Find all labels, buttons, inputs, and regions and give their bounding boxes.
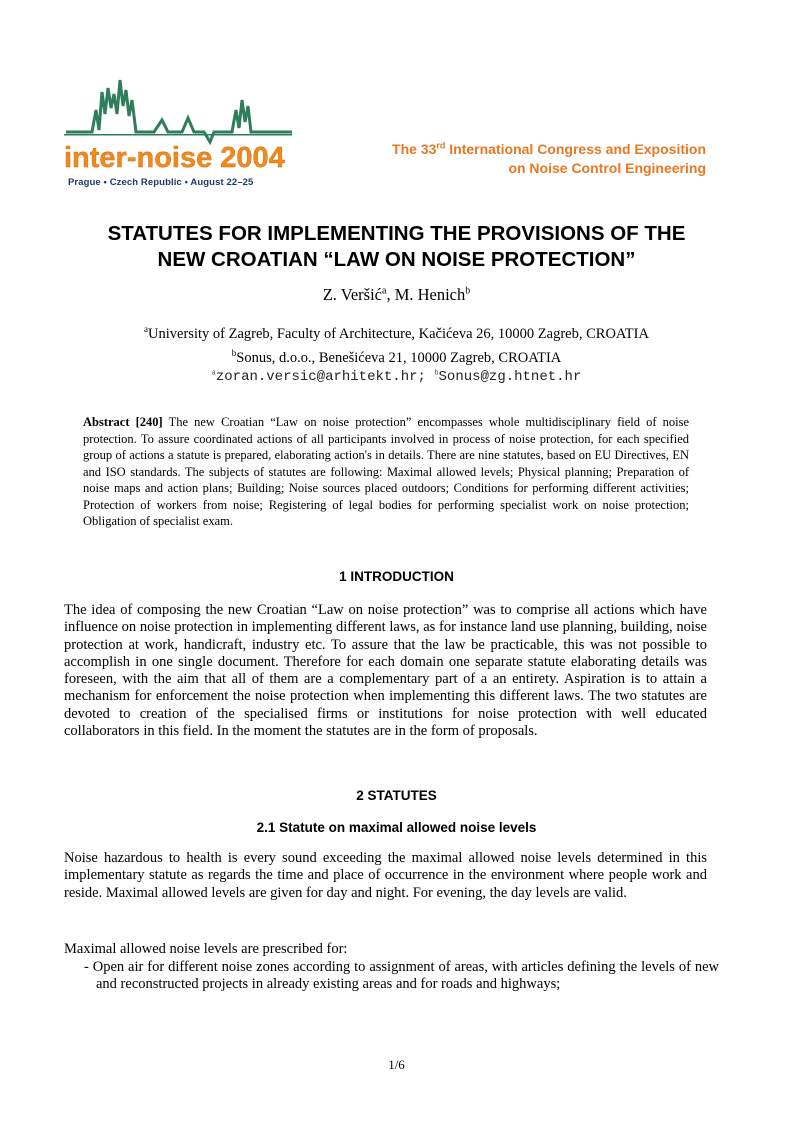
- logo-baseline: [64, 134, 292, 136]
- abstract-label: Abstract [240]: [83, 415, 163, 429]
- abstract-text: The new Croatian “Law on noise protection” encompasses whole multidisciplinary field of noise protection. To assure coordinated actions of all participants involved in process of noise protection, for each specified group of actions a statute is prepared, elaborating action's in details. There are nine statutes, based on EU Directives, EN and ISO standards. The subjects of statutes are following: Maximal allowed levels; Physical planning; Preparation of noise maps and action plans; Building; Noise sources placed outdoors; Conditions for performing different activities; Protection of workers from noise; Registering of legal bodies for performing specialist work on noise protection; Obligation of specialist exam.: [83, 415, 689, 528]
- congress-ordinal: rd: [436, 140, 446, 151]
- paper-title: [40, 221, 753, 273]
- emails: [0, 369, 793, 385]
- section-2-1-list-intro: Maximal allowed noise levels are prescribed for:: [64, 941, 348, 957]
- affiliation-a-text: University of Zagreb, Faculty of Architecture, Kačićeva 26, 10000 Zagreb, CROATIA: [148, 325, 649, 342]
- email-b-mark: b: [434, 369, 439, 378]
- section-1-heading: 1 INTRODUCTION: [339, 569, 454, 584]
- affiliation-a: [0, 320, 793, 344]
- logo-wordmark: inter-noise 2004: [64, 142, 285, 174]
- author-separator: ,: [386, 285, 395, 304]
- title-line-2: NEW CROATIAN “LAW ON NOISE PROTECTION”: [157, 248, 636, 271]
- logo-graphic: [64, 70, 294, 180]
- author-1-affil-mark: a: [381, 285, 387, 297]
- abstract: [83, 414, 689, 530]
- authors: [0, 285, 793, 305]
- congress-header: [392, 140, 706, 178]
- section-2-1-text: Noise hazardous to health is every sound exceeding the maximal allowed noise levels determined in this implementary statute as regards the time and place of occurrence in the environment where people work and reside. Maximal allowed levels are given for day and night. For evening, the day levels are valid.: [64, 850, 707, 901]
- author-1: Z. Veršić: [322, 285, 382, 304]
- affiliation-a-mark: a: [144, 324, 149, 334]
- email-a-mark: a: [211, 369, 216, 378]
- logo-subtitle: Prague • Czech Republic • August 22–25: [68, 177, 254, 188]
- author-2: M. Henich: [394, 285, 466, 304]
- email-b[interactable]: Sonus@zg.htnet.hr: [438, 369, 582, 385]
- section-2-1-heading: 2.1 Statute on maximal allowed noise levels: [256, 820, 537, 835]
- section-1-text: The idea of composing the new Croatian “Law on noise protection” was to comprise all actions which have influence on noise protection in implementing different laws, as for instance land use planning, building, noise protection at work, handicraft, industry etc. To assure that the law be practicable, this was not possible to accomplish in one single document. Therefore for each domain one separate statute elaborating details was foreseen, with the aim that all of them are a complementary part of a an entirety. Aspiration is to attain a mechanism for enforcement the noise protection when implementing this different laws. The two statutes are devoted to creation of the specialised firms or institutions for noise protection with well educated collaborators in this field. In the moment the statutes are in the form of proposals.: [64, 602, 707, 740]
- section-2-1-list-item: - Open air for different noise zones according to assignment of areas, with articles defining the levels of new and reconstructed projects in already existing areas and for roads and highways;: [84, 959, 719, 993]
- congress-line-1: [392, 140, 706, 159]
- congress-prefix: The 33: [392, 141, 437, 157]
- affiliation-b-mark: b: [231, 347, 237, 358]
- affiliation-b: [0, 344, 793, 368]
- email-a[interactable]: zoran.versic@arhitekt.hr;: [215, 369, 426, 385]
- section-2-heading: 2 STATUTES: [356, 788, 437, 803]
- page-number: 1/6: [388, 1057, 405, 1072]
- internoise-logo: [64, 70, 294, 190]
- title-line-1: STATUTES FOR IMPLEMENTING THE PROVISIONS OF THE: [107, 222, 686, 245]
- affiliation-b-text: Sonus, d.o.o., Benešićeva 21, 10000 Zagreb, CROATIA: [236, 349, 562, 366]
- author-2-affil-mark: b: [465, 285, 471, 297]
- affiliations: [0, 320, 793, 368]
- congress-suffix: International Congress and Exposition: [445, 141, 706, 157]
- congress-line-2: on Noise Control Engineering: [508, 160, 706, 176]
- logo-waveform: [66, 80, 292, 142]
